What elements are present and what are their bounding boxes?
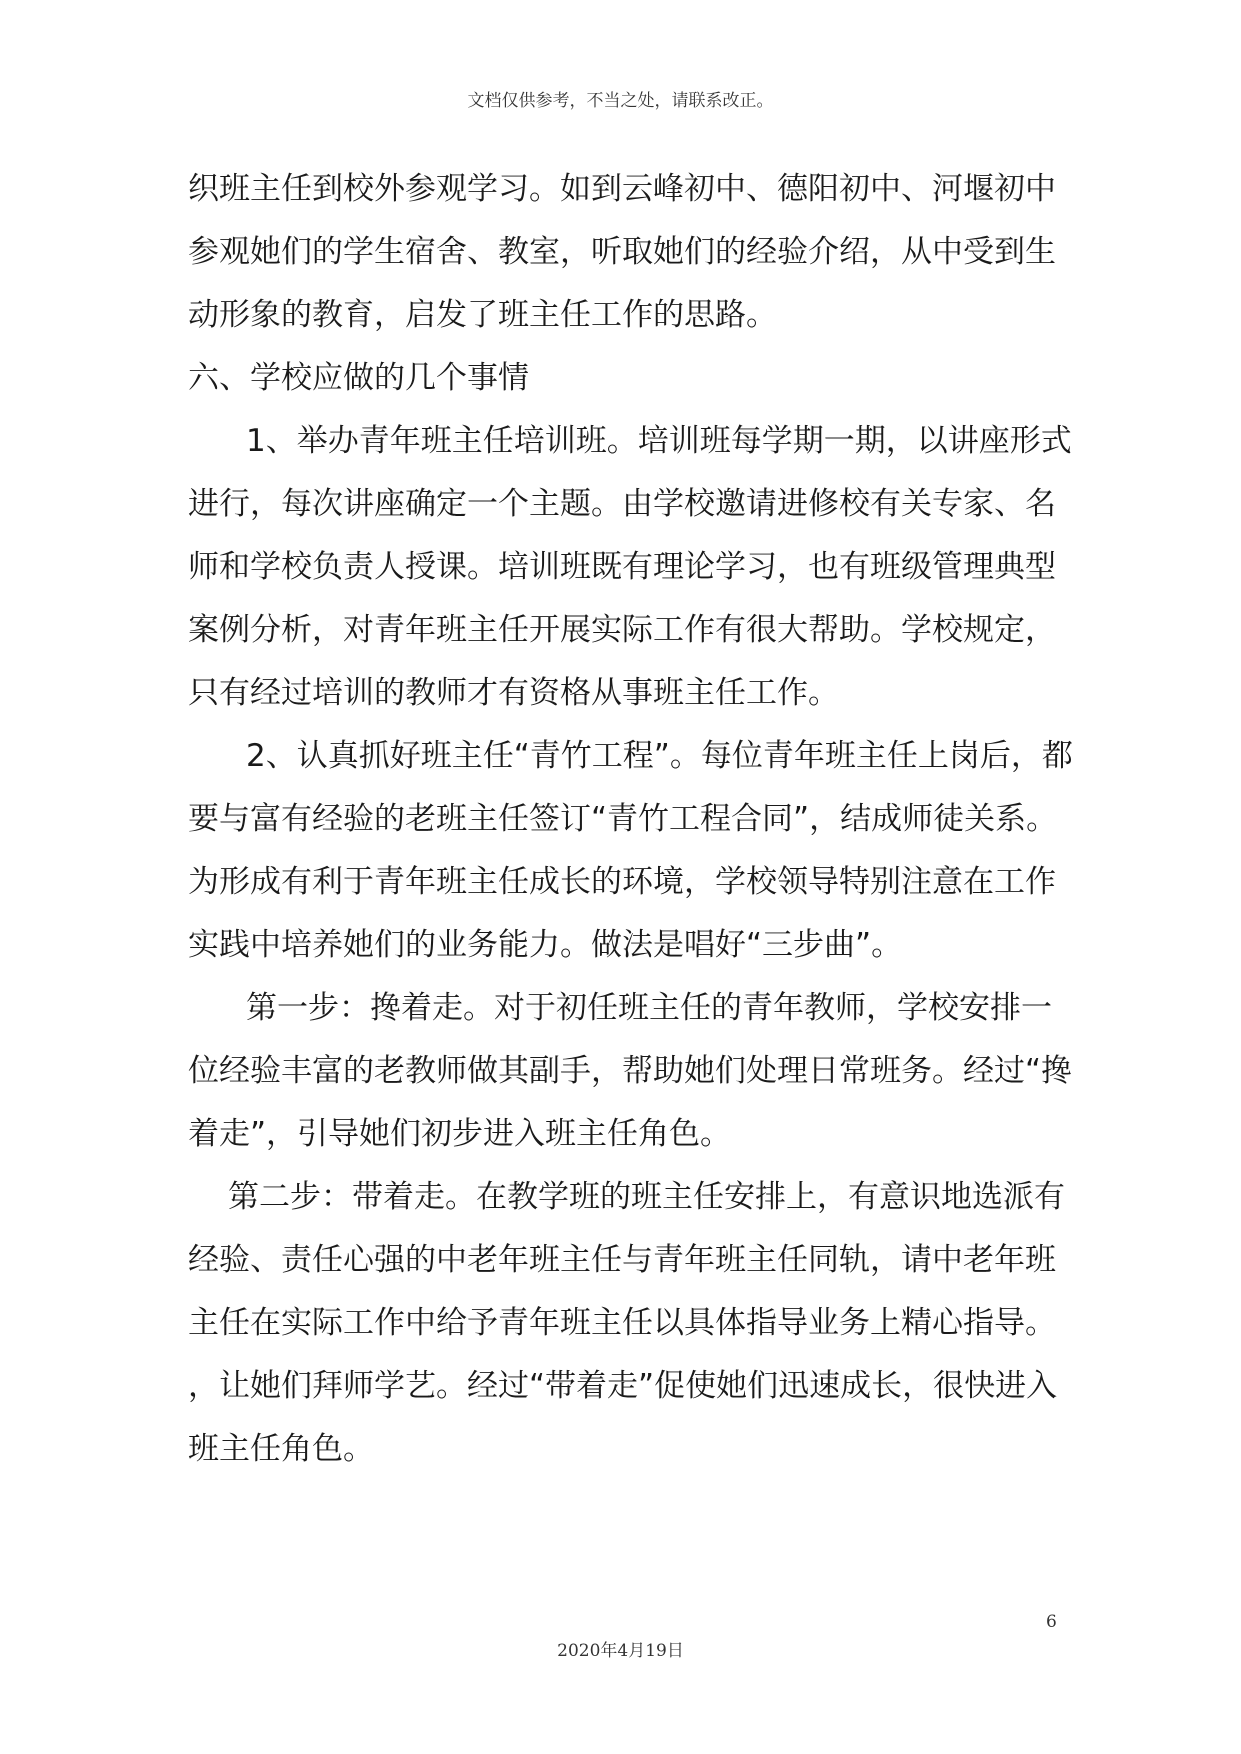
text-line: 第二步：带着走。在教学班的班主任安排上，有意识地选派有 [228,1179,1065,1215]
text-line: 案例分析，对青年班主任开展实际工作有很大帮助。学校规定， [188,612,1056,648]
text-line: 师和学校负责人授课。培训班既有理论学习，也有班级管理典型 [188,549,1056,585]
text-line: 2、认真抓好班主任“青竹工程”。每位青年班主任上岗后，都 [246,738,1073,774]
text-line: 动形象的教育，启发了班主任工作的思路。 [188,297,777,333]
text-line: 位经验丰富的老教师做其副手，帮助她们处理日常班务。经过“搀 [188,1053,1073,1089]
text-line: 主任在实际工作中给予青年班主任以具体指导业务上精心指导。 [188,1305,1056,1341]
page-number: 6 [1046,1612,1057,1632]
text-line: 织班主任到校外参观学习。如到云峰初中、德阳初中、河堰初中 [188,171,1056,207]
text-line: 为形成有利于青年班主任成长的环境，学校领导特别注意在工作 [188,864,1056,900]
text-line: 实践中培养她们的业务能力。做法是唱好“三步曲”。 [188,927,903,963]
text-line: 进行，每次讲座确定一个主题。由学校邀请进修校有关专家、名 [188,486,1056,522]
page-header: 文档仅供参考，不当之处，请联系改正。 [467,91,774,111]
text-line: 着走”，引导她们初步进入班主任角色。 [188,1116,732,1152]
text-line: 第一步：搀着走。对于初任班主任的青年教师，学校安排一 [246,990,1052,1026]
text-line: 班主任角色。 [188,1431,374,1467]
section-heading: 六、学校应做的几个事情 [188,360,529,396]
text-line: ，让她们拜师学艺。经过“带着走”促使她们迅速成长，很快进入 [188,1368,1058,1404]
document-body [188,158,1073,1481]
footer-date: 2020年4月19日 [557,1641,684,1661]
text-line: 要与富有经验的老班主任签订“青竹工程合同”，结成师徒关系。 [188,801,1058,837]
text-line: 只有经过培训的教师才有资格从事班主任工作。 [188,675,839,711]
text-line: 经验、责任心强的中老年班主任与青年班主任同轨，请中老年班 [188,1242,1056,1278]
text-line: 1、举办青年班主任培训班。培训班每学期一期，以讲座形式 [246,423,1072,459]
text-line: 参观她们的学生宿舍、教室，听取她们的经验介绍，从中受到生 [188,234,1056,270]
